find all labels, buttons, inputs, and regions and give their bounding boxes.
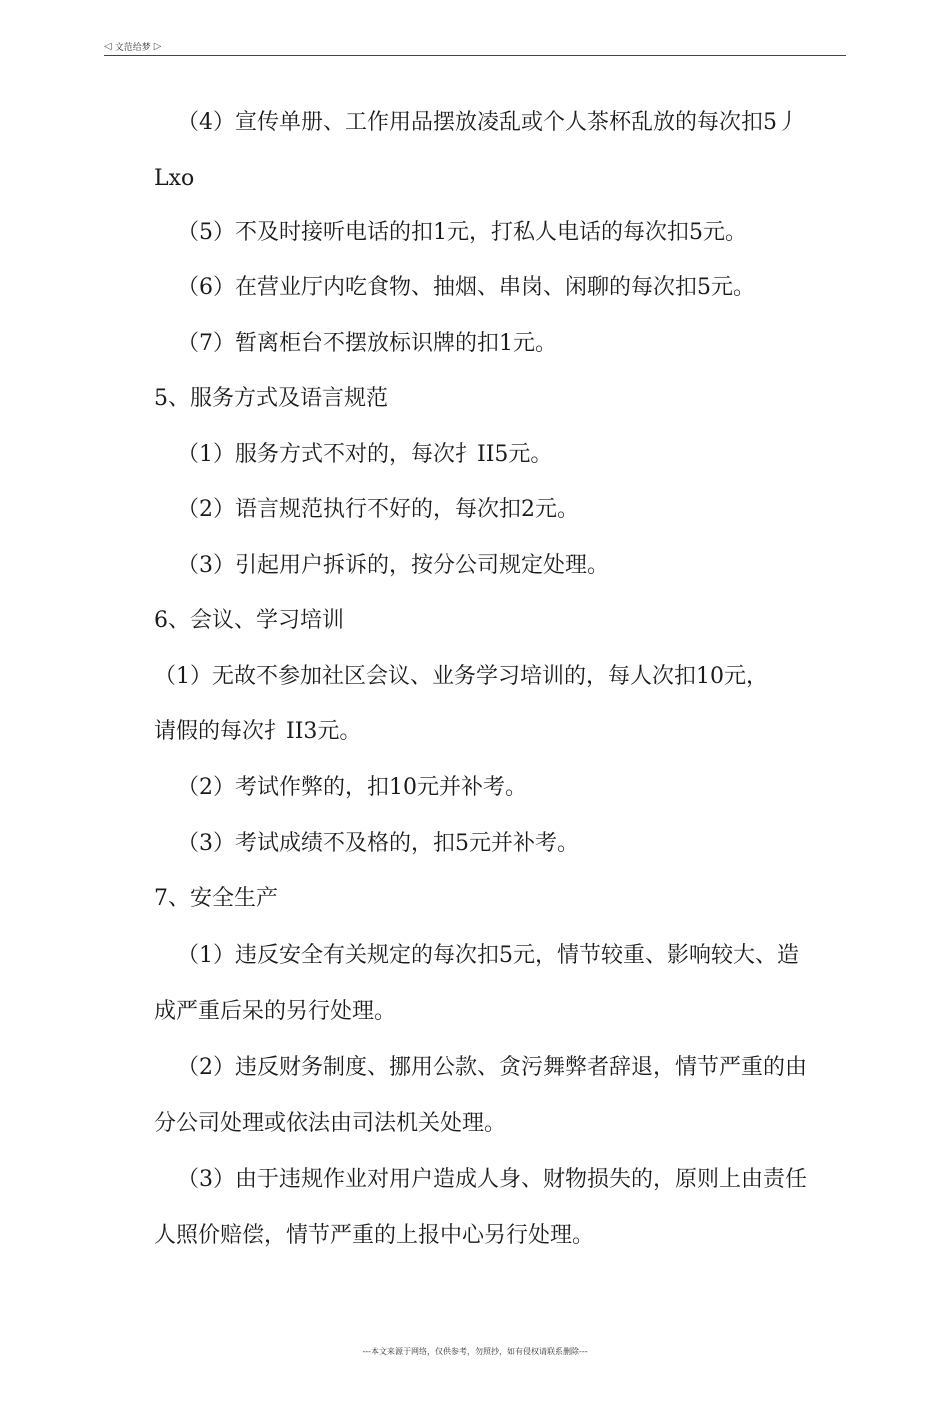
paragraph-line: 分公司处理或依法由司法机关处理。 (154, 1111, 507, 1136)
paragraph-line: （1）违反安全有关规定的每次扣5元，情节较重、影响较大、造 (177, 943, 799, 968)
paragraph-line: （4）宣传单册、工作用品摆放凌乱或个人茶杯乱放的每次扣5丿 (177, 110, 799, 135)
section-heading: 5、服务方式及语言规范 (154, 386, 388, 411)
paragraph-line: （2）违反财务制度、挪用公款、贪污舞弊者辞退，情节严重的由 (177, 1055, 807, 1080)
paragraph-line: （3）由于违规作业对用户造成人身、财物损失的，原则上由责任 (177, 1167, 807, 1192)
page-footer: ---本文来源于网络，仅供参考，勿照抄，如有侵权请联系删除--- (362, 1347, 588, 1356)
paragraph-line: （7）暂离柜台不摆放标识牌的扣1元。 (177, 331, 557, 356)
header-divider (104, 55, 846, 56)
paragraph-line: 人照价赔偿，情节严重的上报中心另行处理。 (154, 1223, 595, 1248)
paragraph-line: （2）语言规范执行不好的，每次扣2元。 (177, 497, 579, 522)
paragraph-line: 请假的每次扌II3元。 (154, 719, 362, 744)
left-triangle-icon: ◁ (104, 41, 112, 52)
paragraph-line: （6）在营业厅内吃食物、抽烟、串岗、闲聊的每次扣5元。 (177, 275, 755, 300)
page-header (104, 40, 161, 53)
paragraph-line: （1）无故不参加社区会议、业务学习培训的，每人次扣10元， (154, 664, 768, 689)
section-heading: 7、安全生产 (154, 886, 278, 911)
paragraph-line: 成严重后呆的另行处理。 (154, 999, 397, 1024)
paragraph-line: （3）引起用户拆诉的，按分公司规定处理。 (177, 553, 609, 578)
section-heading: 6、会议、学习培训 (154, 608, 344, 633)
paragraph-line: （3）考试成绩不及格的，扣5元并补考。 (177, 831, 579, 856)
header-title: 文范给梦 (114, 43, 151, 53)
paragraph-line: （5）不及时接听电话的扣1元，打私人电话的每次扣5元。 (177, 220, 747, 245)
paragraph-line: （1）服务方式不对的，每次扌II5元。 (177, 442, 553, 467)
right-triangle-icon: ▷ (153, 41, 162, 52)
paragraph-line: Lxo (154, 166, 195, 191)
paragraph-line: （2）考试作弊的，扣10元并补考。 (177, 775, 527, 800)
